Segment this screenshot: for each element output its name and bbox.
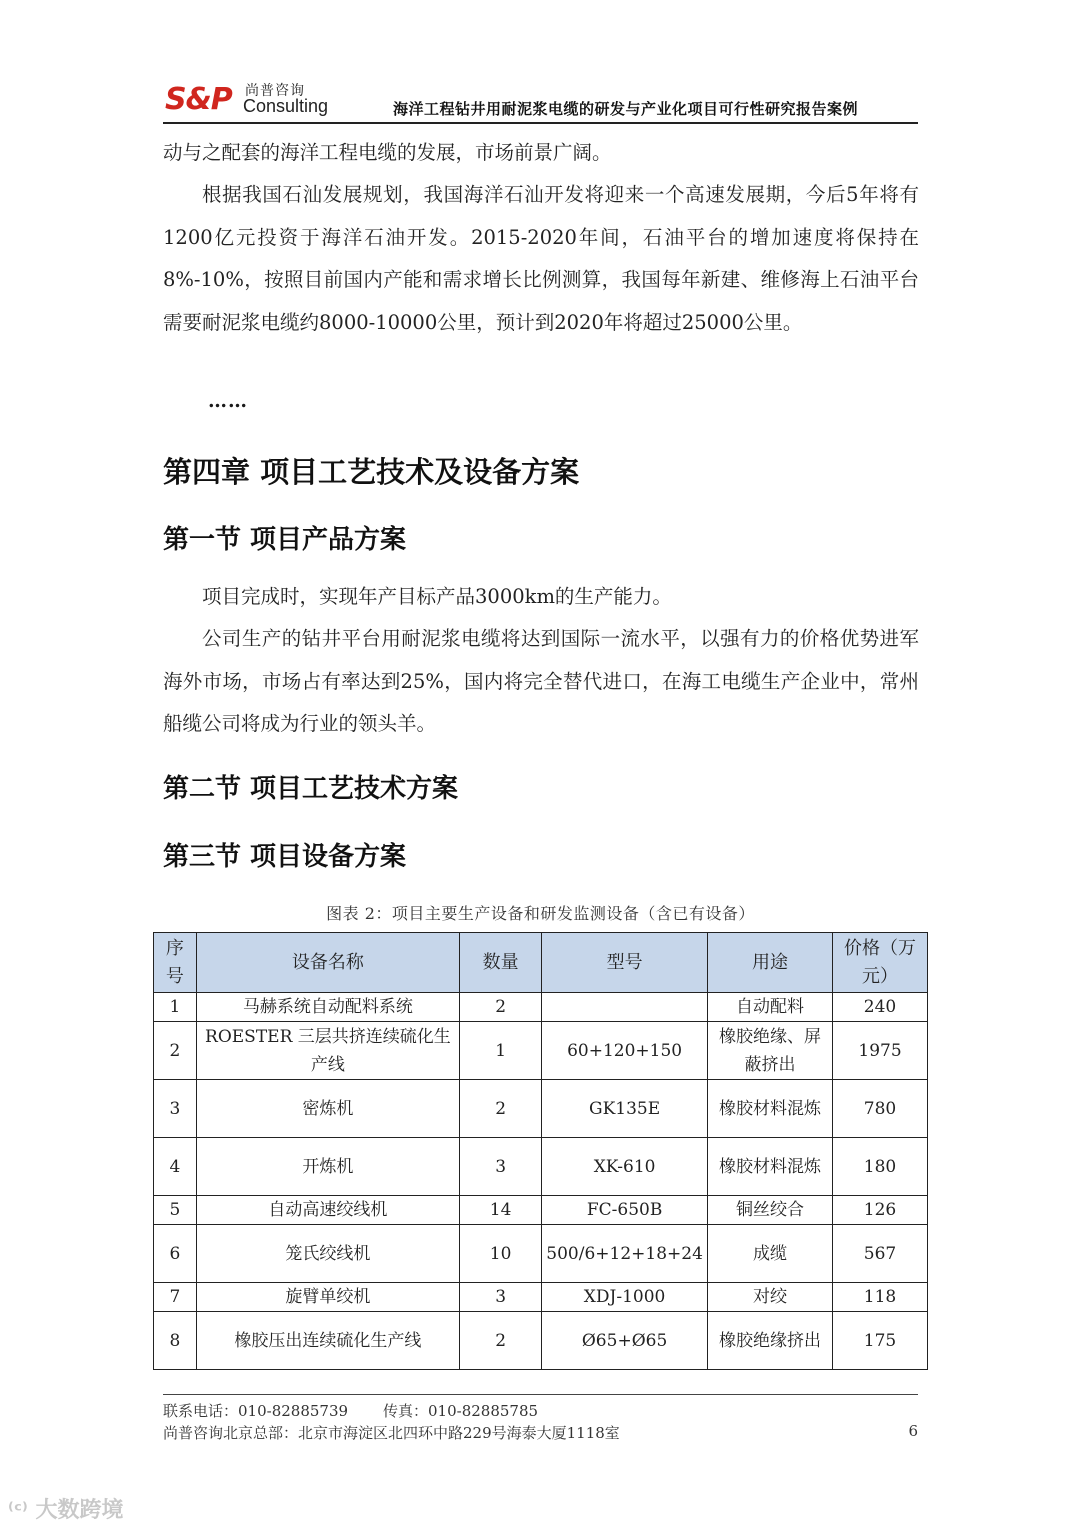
- cell-equipment: 马赫系统自动配料系统: [196, 993, 459, 1022]
- cell-quantity: 3: [459, 1283, 541, 1312]
- cell-index: 8: [154, 1312, 197, 1370]
- footer-address: 尚普咨询北京总部：北京市海淀区北四环中路229号海泰大厦1118室: [163, 1424, 620, 1442]
- watermark: [8, 1493, 123, 1524]
- header-cell: 价格（万元）: [833, 933, 928, 993]
- table-caption: 图表 2：项目主要生产设备和研发监测设备（含已有设备）: [326, 904, 755, 923]
- cell-index: 3: [154, 1080, 197, 1138]
- cell-equipment: 密炼机: [196, 1080, 459, 1138]
- cell-model: 500/6+12+18+24: [542, 1225, 708, 1283]
- section-heading-1: 第一节 项目产品方案: [163, 525, 407, 555]
- cell-price: 1975: [833, 1022, 928, 1080]
- header-cell: 用途: [707, 933, 832, 993]
- cell-index: 6: [154, 1225, 197, 1283]
- cell-purpose: 橡胶绝缘、屏蔽挤出: [707, 1022, 832, 1080]
- cell-quantity: 14: [459, 1196, 541, 1225]
- footer-phone: 联系电话：010-82885739: [163, 1402, 349, 1420]
- footer-fax: 传真：010-82885785: [383, 1402, 539, 1420]
- equipment-table: [153, 932, 928, 1370]
- header-cell: 序号: [154, 933, 197, 993]
- cell-price: 567: [833, 1225, 928, 1283]
- cell-price: 780: [833, 1080, 928, 1138]
- cell-quantity: 3: [459, 1138, 541, 1196]
- cell-quantity: 2: [459, 993, 541, 1022]
- cell-equipment: 自动高速绞线机: [196, 1196, 459, 1225]
- page-footer: [163, 1394, 918, 1442]
- cell-quantity: 2: [459, 1312, 541, 1370]
- cell-quantity: 10: [459, 1225, 541, 1283]
- cell-index: 1: [154, 993, 197, 1022]
- table-row: [154, 1283, 928, 1312]
- cell-model: 60+120+150: [542, 1022, 708, 1080]
- cell-equipment: 笼氏绞线机: [196, 1225, 459, 1283]
- cell-purpose: 成缆: [707, 1225, 832, 1283]
- cell-purpose: 橡胶绝缘挤出: [707, 1312, 832, 1370]
- page-header: [163, 76, 918, 124]
- cell-index: 5: [154, 1196, 197, 1225]
- table-row: [154, 1080, 928, 1138]
- header-cell: 数量: [459, 933, 541, 993]
- table-row: [154, 1225, 928, 1283]
- cell-price: 175: [833, 1312, 928, 1370]
- cell-purpose: 橡胶材料混炼: [707, 1080, 832, 1138]
- table-row: [154, 993, 928, 1022]
- chapter-heading: 第四章 项目工艺技术及设备方案: [163, 455, 580, 489]
- watermark-text: 大数跨境: [35, 1498, 124, 1523]
- report-title: 海洋工程钻井用耐泥浆电缆的研发与产业化项目可行性研究报告案例: [392, 100, 858, 118]
- section-heading-2: 第二节 项目工艺技术方案: [163, 774, 459, 804]
- cell-price: 180: [833, 1138, 928, 1196]
- cell-price: 240: [833, 993, 928, 1022]
- cell-equipment: ROESTER 三层共挤连续硫化生产线: [196, 1022, 459, 1080]
- cell-model: FC-650B: [542, 1196, 708, 1225]
- table-header-row: [154, 933, 928, 993]
- cell-purpose: 橡胶材料混炼: [707, 1138, 832, 1196]
- header-cell: 设备名称: [196, 933, 459, 993]
- paragraph-market: 公司生产的钻井平台用耐泥浆电缆将达到国际一流水平，以强有力的价格优势进军海外市场，市场占有率达到25%，国内将完全替代进口，在海工电缆生产企业中，常州船缆公司将成为行业的领头羊。: [163, 627, 919, 735]
- table-row: [154, 1138, 928, 1196]
- ellipsis: ……: [208, 390, 248, 412]
- company-logo: [163, 78, 333, 118]
- logo-mark: S&P: [165, 82, 232, 117]
- paragraph-capacity: 项目完成时，实现年产目标产品3000km的生产能力。: [202, 585, 672, 608]
- header-cell: 型号: [542, 933, 708, 993]
- watermark-logo-icon: ⁽ᶜ⁾: [8, 1498, 28, 1522]
- logo-english-name: Consulting: [243, 96, 329, 116]
- cell-equipment: 开炼机: [196, 1138, 459, 1196]
- paragraph-oil-development: 根据我国石汕发展规划，我国海洋石汕开发将迎来一个高速发展期，今后5年将有1200亿元投资于海洋石油开发。2015-2020年间，石油平台的增加速度将保持在8%-10%，按照目前国内产能和需求增长比例测算，我国每年新建、维修海上石油平台需要耐泥浆电缆约8000-10000公里，预计到2020年将超过25000公里。: [163, 183, 919, 334]
- page-number: 6: [908, 1422, 918, 1440]
- logo-chinese-name: 尚普咨询: [245, 83, 305, 99]
- cell-index: 7: [154, 1283, 197, 1312]
- cell-model: GK135E: [542, 1080, 708, 1138]
- cell-equipment: 橡胶压出连续硫化生产线: [196, 1312, 459, 1370]
- cell-price: 118: [833, 1283, 928, 1312]
- cell-model: XK-610: [542, 1138, 708, 1196]
- table-row: [154, 1312, 928, 1370]
- cell-index: 2: [154, 1022, 197, 1080]
- cell-purpose: 对绞: [707, 1283, 832, 1312]
- cell-purpose: 铜丝绞合: [707, 1196, 832, 1225]
- cell-price: 126: [833, 1196, 928, 1225]
- cell-model: [542, 993, 708, 1022]
- table-row: [154, 1022, 928, 1080]
- cell-equipment: 旋臂单绞机: [196, 1283, 459, 1312]
- cell-purpose: 自动配料: [707, 993, 832, 1022]
- table-row: [154, 1196, 928, 1225]
- cell-model: XDJ-1000: [542, 1283, 708, 1312]
- cell-quantity: 1: [459, 1022, 541, 1080]
- cell-index: 4: [154, 1138, 197, 1196]
- paragraph-continuation: 动与之配套的海洋工程电缆的发展，市场前景广阔。: [163, 141, 612, 164]
- cell-quantity: 2: [459, 1080, 541, 1138]
- cell-model: Ø65+Ø65: [542, 1312, 708, 1370]
- section-heading-3: 第三节 项目设备方案: [163, 842, 407, 872]
